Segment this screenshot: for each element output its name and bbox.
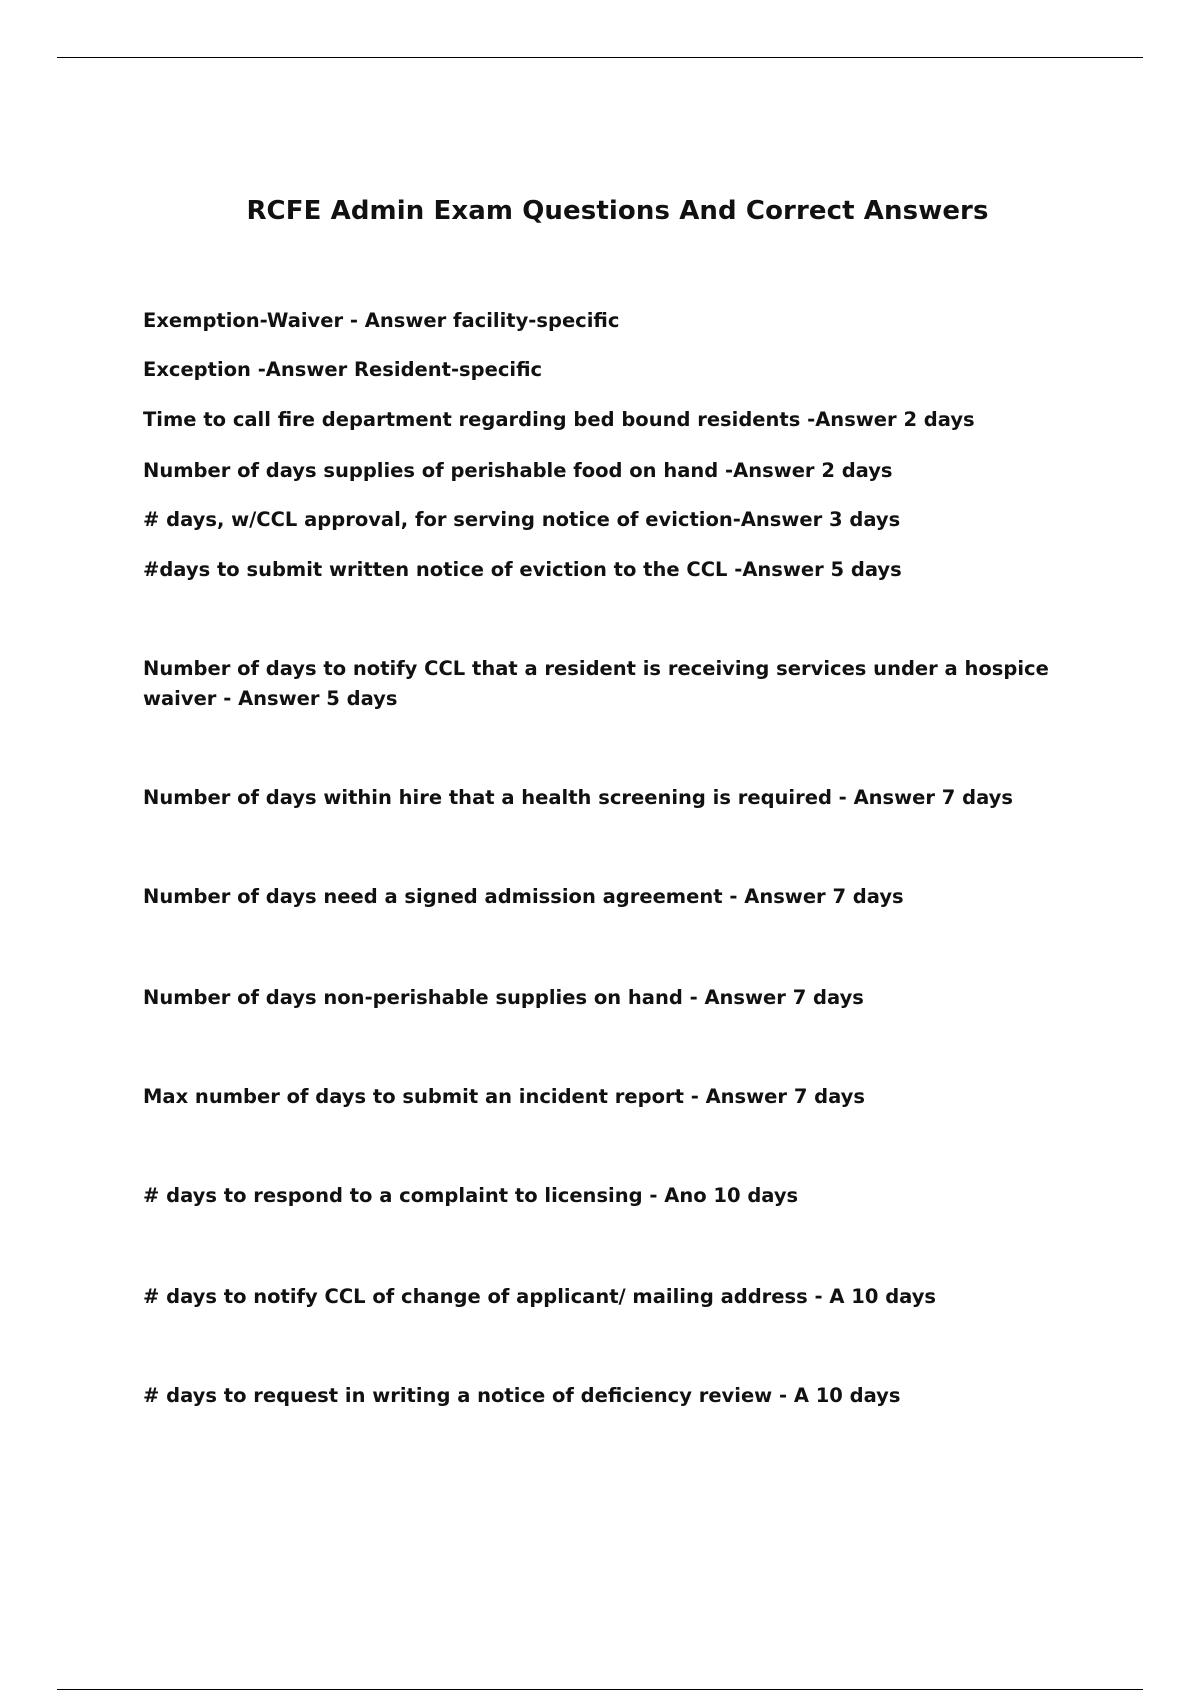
qa-item: Number of days within hire that a health screening is required - Answer 7 days [143, 786, 1013, 809]
qa-item: # days, w/CCL approval, for serving notice of eviction-Answer 3 days [143, 508, 901, 531]
qa-item: Time to call fire department regarding bed bound residents -Answer 2 days [143, 408, 975, 431]
qa-item: # days to respond to a complaint to licensing - Ano 10 days [143, 1184, 799, 1207]
header-rule [57, 57, 1143, 58]
qa-item: Number of days supplies of perishable food on hand -Answer 2 days [143, 459, 893, 482]
qa-item: # days to notify CCL of change of applicant/ mailing address - A 10 days [143, 1285, 937, 1308]
qa-item: Number of days non-perishable supplies on hand - Answer 7 days [143, 986, 864, 1009]
qa-item: Number of days need a signed admission agreement - Answer 7 days [143, 885, 904, 908]
qa-item: #days to submit written notice of eviction to the CCL -Answer 5 days [143, 558, 902, 581]
qa-item: Exemption-Waiver - Answer facility-specific [143, 309, 620, 332]
qa-item: Exception -Answer Resident-specific [143, 358, 543, 381]
footer-rule [57, 1689, 1143, 1690]
page-title: RCFE Admin Exam Questions And Correct Answers [246, 196, 989, 226]
qa-item: Max number of days to submit an incident report - Answer 7 days [143, 1085, 866, 1108]
qa-item: Number of days to notify CCL that a resident is receiving services under a hospice waiver - Answer 5 days [143, 657, 1049, 710]
qa-item: # days to request in writing a notice of deficiency review - A 10 days [143, 1384, 901, 1407]
